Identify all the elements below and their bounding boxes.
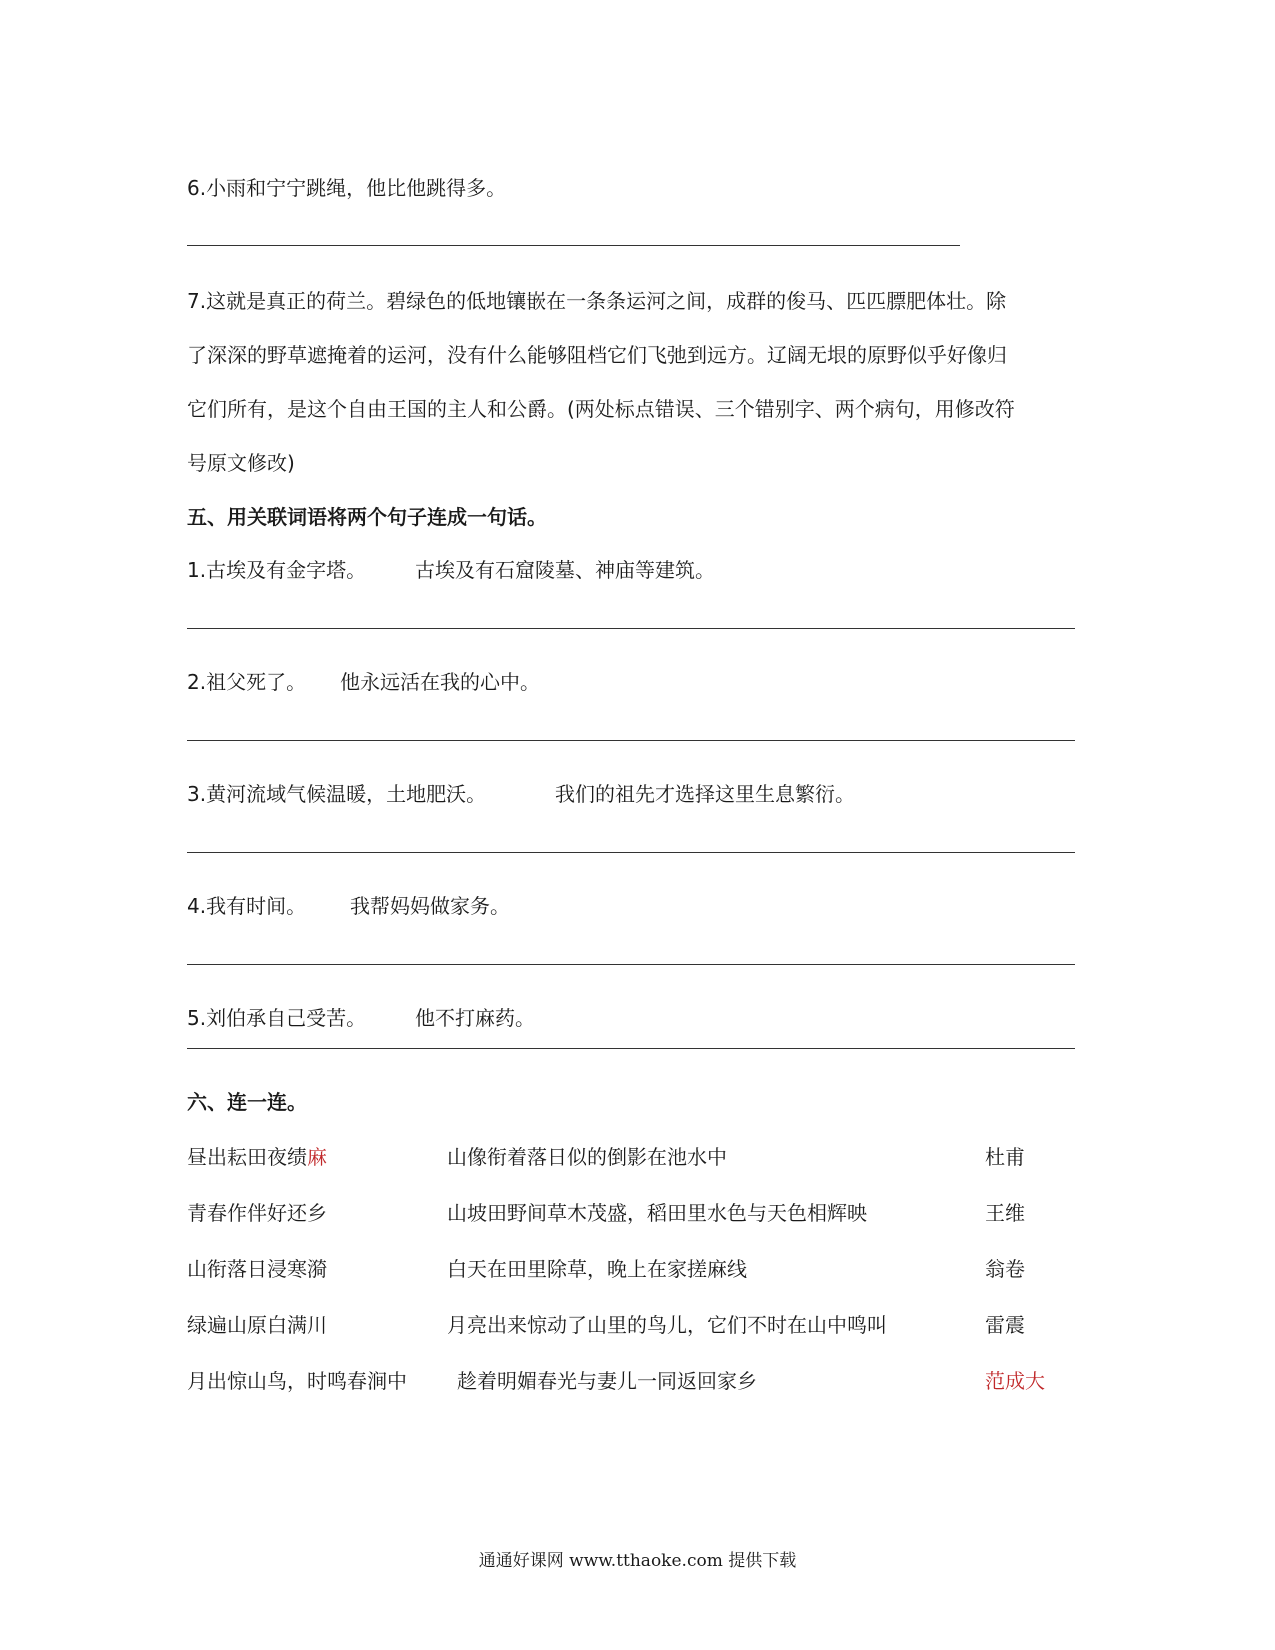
meaning-3[interactable]: 白天在田里除草，晚上在家搓麻线 [447, 1257, 747, 1281]
highlighted-char: 麻 [307, 1145, 327, 1169]
answer-line-s5-2[interactable] [187, 740, 1075, 741]
answer-line-s5-5[interactable] [187, 1048, 1075, 1049]
page-footer: 通通好课网 www.tthaoke.com 提供下载 [478, 1551, 797, 1571]
s5-item-3-first: 3.黄河流域气候温暖，土地肥沃。 [187, 782, 487, 806]
meaning-5[interactable]: 趁着明媚春光与妻儿一同返回家乡 [457, 1369, 757, 1393]
s5-item-5-second: 他不打麻药。 [415, 1006, 535, 1030]
answer-line-s5-4[interactable] [187, 964, 1075, 965]
author-3[interactable]: 翁卷 [985, 1257, 1025, 1281]
s5-item-2-first: 2.祖父死了。 [187, 670, 307, 694]
s5-item-3-second: 我们的祖先才选择这里生息繁衍。 [555, 782, 855, 806]
question-7-line-2: 了深深的野草遮掩着的运河，没有什么能够阻档它们飞弛到远方。辽阔无垠的原野似乎好像归 [187, 343, 1007, 367]
section-5-heading: 五、用关联词语将两个句子连成一句话。 [187, 505, 547, 529]
meaning-1[interactable]: 山像衔着落日似的倒影在池水中 [447, 1145, 727, 1169]
s5-item-1-first: 1.古埃及有金字塔。 [187, 558, 367, 582]
answer-line-q6[interactable] [187, 245, 960, 246]
poem-line-5[interactable]: 月出惊山鸟，时鸣春涧中 [187, 1369, 407, 1393]
question-7-line-1: 7.这就是真正的荷兰。碧绿色的低地镶嵌在一条条运河之间，成群的俊马、匹匹膘肥体壮。除 [187, 289, 1007, 313]
poem-line-1[interactable]: 昼出耘田夜绩麻 [187, 1145, 327, 1169]
s5-item-4-second: 我帮妈妈做家务。 [350, 894, 510, 918]
author-1[interactable]: 杜甫 [985, 1145, 1025, 1169]
answer-line-s5-3[interactable] [187, 852, 1075, 853]
section-6-heading: 六、连一连。 [187, 1090, 307, 1114]
s5-item-1-second: 古埃及有石窟陵墓、神庙等建筑。 [415, 558, 715, 582]
question-7-line-4: 号原文修改) [187, 451, 295, 475]
poem-line-2[interactable]: 青春作伴好还乡 [187, 1201, 327, 1225]
author-5[interactable]: 范成大 [985, 1369, 1045, 1393]
meaning-4[interactable]: 月亮出来惊动了山里的鸟儿，它们不时在山中鸣叫 [447, 1313, 887, 1337]
s5-item-5-first: 5.刘伯承自己受苦。 [187, 1006, 367, 1030]
author-2[interactable]: 王维 [985, 1201, 1025, 1225]
meaning-2[interactable]: 山坡田野间草木茂盛，稻田里水色与天色相辉映 [447, 1201, 867, 1225]
question-7-line-3: 它们所有，是这个自由王国的主人和公爵。(两处标点错误、三个错别字、两个病句，用修改符 [187, 397, 1015, 421]
s5-item-2-second: 他永远活在我的心中。 [340, 670, 540, 694]
poem-line-4[interactable]: 绿遍山原白满川 [187, 1313, 327, 1337]
answer-line-s5-1[interactable] [187, 628, 1075, 629]
s5-item-4-first: 4.我有时间。 [187, 894, 307, 918]
author-4[interactable]: 雷震 [985, 1313, 1025, 1337]
poem-line-3[interactable]: 山衔落日浸寒漪 [187, 1257, 327, 1281]
question-6: 6.小雨和宁宁跳绳，他比他跳得多。 [187, 176, 507, 200]
